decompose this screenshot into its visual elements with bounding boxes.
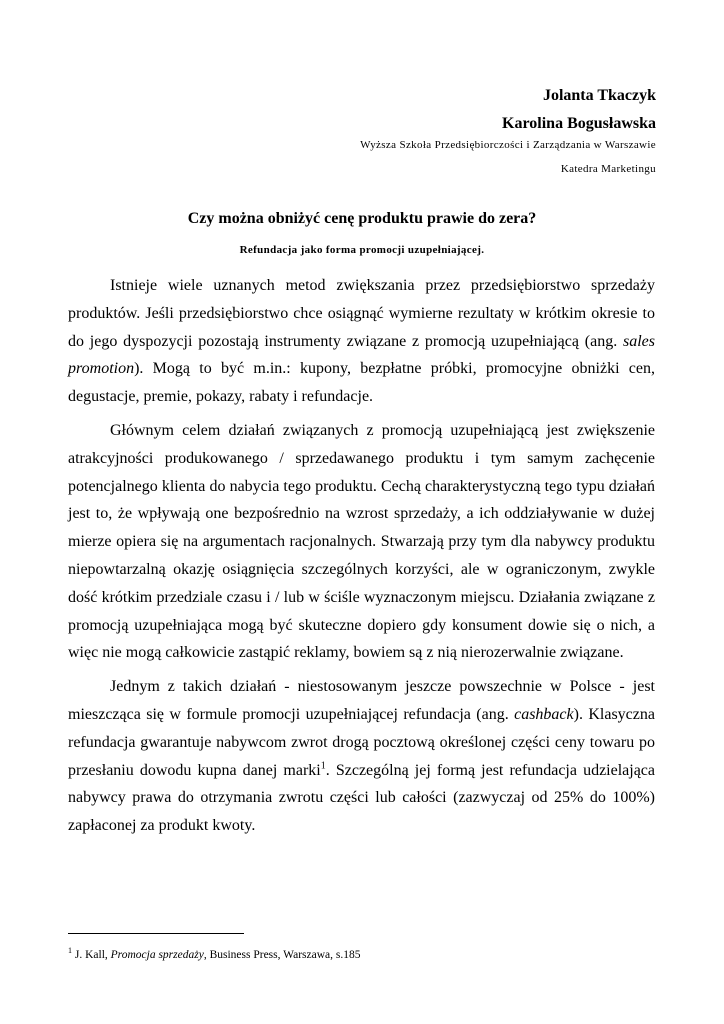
paragraph-1 (68, 272, 655, 411)
paper-subtitle: Refundacja jako forma promocji uzupełniającej. (239, 244, 485, 256)
italic-term: sales promotion (68, 332, 655, 378)
footnote-book-title: Promocja sprzedaży (110, 949, 204, 961)
affiliation: Wyższa Szkoła Przedsiębiorczości i Zarządzania w Warszawie (360, 139, 656, 151)
paragraph-2: Głównym celem działań związanych z promocją uzupełniającą jest zwiększenie atrakcyjności produkowanego / sprzedawanego produktu i tym samym zachęcenie potencjalnego klienta do nabycia tego produktu. Cechą charakterystyczną tego typu działań jest to, że wpływają one bezpośrednio na wzrost sprzedaży, a ich oddziaływanie w dużej mierze opiera się na argumentach racjonalnych. Stwarzają przy tym dla nabywcy produktu niepowtarzalną okazję osiągnięcia szczególnych korzyści, ale w ograniczonym, zwykle dość krótkim przedziale czasu i / lub w ściśle wyznaczonym miejscu. Działania związane z promocją uzupełniająca mogą być skuteczne dopiero gdy konsument dowie się o nich, a więc nie mogą całkowicie zastąpić reklamy, bowiem są z nią nierozerwalnie związane. (68, 421, 655, 662)
author-name: Jolanta Tkaczyk (542, 87, 656, 104)
footnote-separator (68, 933, 244, 934)
footnote-text: , Business Press, Warszawa, s.185 (203, 949, 361, 961)
paragraph-text: Jednym z takich działań - niestosowanym jeszcze powszechnie w Polsce - jest mieszcząca się w formule promocji uzupełniającej refundacja (ang. (68, 678, 655, 723)
paragraph-text: ). Mogą to być m.in.: kupony, bezpłatne próbki, promocyjne obniżki cen, degustacje, premie, pokazy, rabaty i refundacje. (68, 360, 655, 406)
footnote-reference[interactable]: 1 (320, 760, 326, 772)
footnote-number: 1 (68, 946, 72, 956)
footnote-text: J. Kall, (72, 949, 111, 961)
paper-title: Czy można obniżyć cenę produktu prawie do zera? (187, 210, 537, 227)
paragraph-text: Istnieje wiele uznanych metod zwiększania przez przedsiębiorstwo sprzedaży produktów. Jeśli przedsiębiorstwo chce osiągnąć wymierne rezultaty w krótkim okresie to do jego dyspozycji pozostają instrumenty związane z promocją uzupełniającą (ang. (68, 277, 655, 350)
author-name: Karolina Bogusławska (502, 115, 656, 132)
italic-term: cashback (514, 705, 574, 723)
paragraph-text: ). Klasyczna refundacja gwarantuje nabywcom zwrot drogą pocztową określonej części ceny towaru po przesłaniu dowodu kupna danej marki (68, 705, 655, 779)
department: Katedra Marketingu (560, 163, 656, 175)
paragraph-text: . Szczególną jej formą jest refundacja udzielająca nabywcy prawa do otrzymania zwrotu części lub całości (zazwyczaj od 25% do 100%) zapłaconej za produkt kwoty. (68, 761, 656, 835)
footnote (68, 948, 360, 963)
paragraph-3 (68, 673, 655, 840)
body-text (68, 272, 655, 846)
